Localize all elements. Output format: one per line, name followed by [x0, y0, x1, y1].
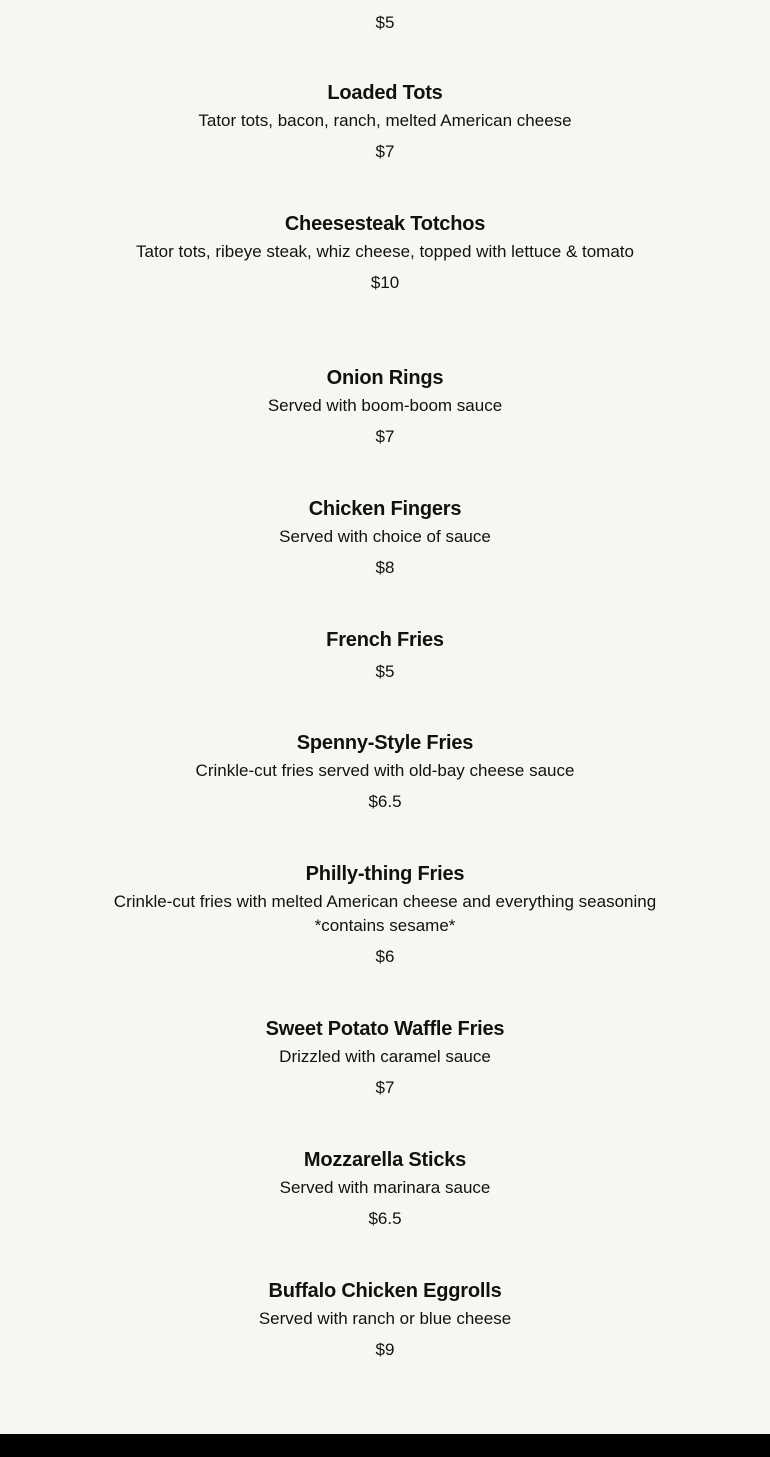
- item-price: $7: [375, 142, 395, 161]
- item-name: Mozzarella Sticks: [303, 1149, 467, 1171]
- item-price: $5: [375, 662, 395, 681]
- item-name: French Fries: [326, 629, 444, 651]
- item-price: $6: [375, 947, 395, 966]
- item-description: Crinkle-cut fries with melted American cheese and everything seasoning *contains sesame*: [113, 892, 657, 935]
- item-name: Onion Rings: [326, 367, 444, 389]
- item-name: Spenny-Style Fries: [296, 732, 474, 754]
- menu-item-loaded-tots: [110, 80, 660, 164]
- item-description: Served with choice of sauce: [279, 527, 491, 546]
- item-price: $5: [375, 13, 395, 32]
- item-description: Drizzled with caramel sauce: [279, 1047, 491, 1066]
- menu-item-mozzarella-sticks: [110, 1147, 660, 1231]
- item-price: $9: [375, 1340, 395, 1359]
- item-price: $7: [375, 1078, 395, 1097]
- menu-item-french-fries: [110, 627, 660, 684]
- menu-item-spenny-style-fries: [110, 730, 660, 814]
- item-price: $8: [375, 558, 395, 577]
- item-price: $6.5: [368, 792, 402, 811]
- menu-item-chicken-fingers: [110, 496, 660, 580]
- menu-item-philly-thing-fries: [110, 861, 660, 969]
- menu-item-buffalo-chicken-eggrolls: [110, 1278, 660, 1362]
- menu-item-sweet-potato-waffle-fries: [110, 1016, 660, 1100]
- menu-item-cheesesteak-totchos: [110, 211, 660, 295]
- item-description: Served with ranch or blue cheese: [258, 1309, 512, 1328]
- item-name: Buffalo Chicken Eggrolls: [268, 1280, 502, 1302]
- item-price: $6.5: [368, 1209, 402, 1228]
- footer-bar: [0, 1434, 770, 1457]
- item-price: $10: [370, 273, 400, 292]
- item-price: $7: [375, 427, 395, 446]
- item-name: Cheesesteak Totchos: [284, 213, 486, 235]
- item-description: Served with marinara sauce: [279, 1178, 491, 1197]
- item-name: Philly-thing Fries: [305, 863, 465, 885]
- item-description: Tator tots, ribeye steak, whiz cheese, topped with lettuce & tomato: [136, 242, 634, 261]
- item-name: Loaded Tots: [327, 82, 443, 104]
- menu-item-onion-rings: [110, 365, 660, 449]
- item-name: Sweet Potato Waffle Fries: [265, 1018, 505, 1040]
- item-description: Crinkle-cut fries served with old-bay cheese sauce: [195, 761, 575, 780]
- item-description: Tator tots, bacon, ranch, melted American cheese: [198, 111, 572, 130]
- item-description: Served with boom-boom sauce: [267, 396, 503, 415]
- item-name: Chicken Fingers: [308, 498, 462, 520]
